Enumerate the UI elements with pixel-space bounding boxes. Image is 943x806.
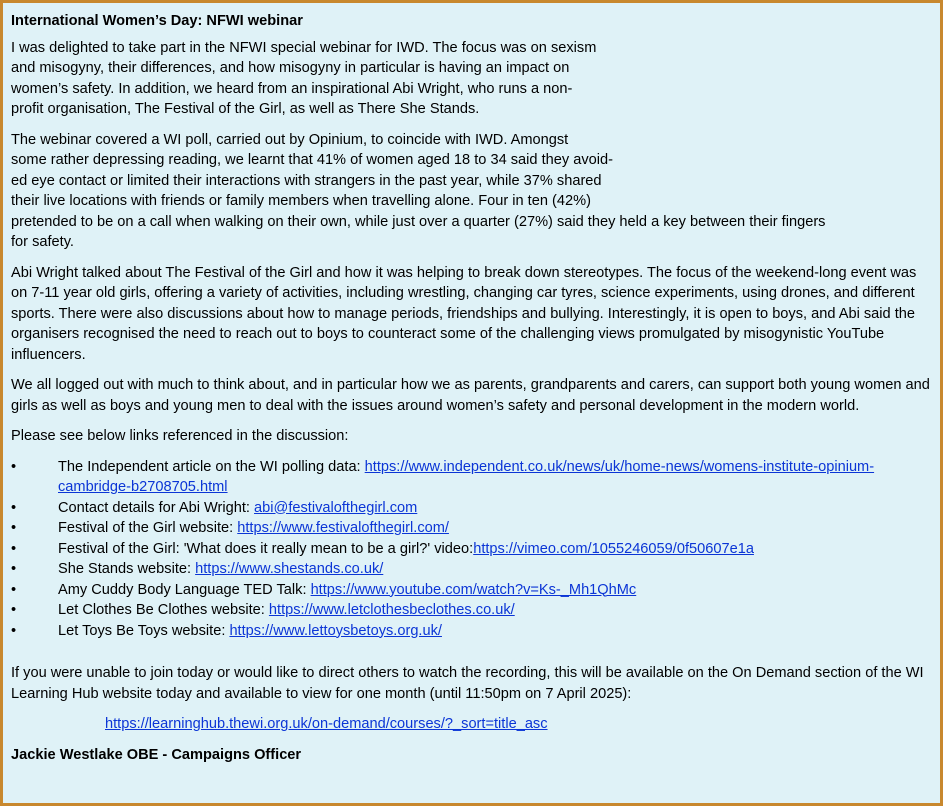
- bullet-icon: •: [11, 520, 17, 536]
- bullet-icon: •: [11, 561, 17, 577]
- link-label: Let Clothes Be Clothes website:: [58, 602, 269, 618]
- bullet-icon: •: [11, 622, 17, 639]
- let-toys-link[interactable]: https://www.lettoysbetoys.org.uk/: [229, 622, 442, 639]
- bullet-icon: •: [11, 499, 17, 516]
- list-item: [11, 621, 932, 642]
- she-stands-link[interactable]: https://www.shestands.co.uk/: [195, 561, 384, 577]
- link-label: She Stands website:: [58, 561, 196, 577]
- list-item: [11, 457, 932, 498]
- links-intro: Please see below links referenced in the discussion:: [11, 428, 349, 444]
- poll-line: ed eye contact or limited their interactions with strangers in the past year, while 37% shared: [11, 172, 602, 189]
- list-item: [11, 559, 932, 580]
- bullet-icon: •: [11, 581, 17, 598]
- poll-line: for safety.: [11, 234, 74, 250]
- poll-line: their live locations with friends or family members when travelling alone. Four in ten (42%): [11, 193, 591, 209]
- link-label: Festival of the Girl: 'What does it really mean to be a girl?' video:: [58, 540, 474, 557]
- list-item: [11, 580, 932, 601]
- festival-paragraph: Abi Wright talked about The Festival of the Girl and how it was helping to break down stereotypes. The focus of the weekend-long event was on 7-11 year old girls, offering a variety of activities, including wrestling, changing car tyres, science experiments, using drones, and different sports. There were also discussions about how to manage periods, friendships and bullying. Interestingly, it is open to boys, and Abi said the organisers recognised the need to reach out to boys to counteract some of the challenging views promulgated by misogynistic YouTube influencers.: [11, 264, 917, 363]
- list-item: [11, 518, 932, 539]
- signature: Jackie Westlake OBE - Campaigns Officer: [11, 746, 302, 763]
- link-label: Festival of the Girl website:: [58, 520, 238, 536]
- links-list: [11, 457, 932, 642]
- list-item: [11, 539, 932, 560]
- intro-line: and misogyny, their differences, and how misogyny in particular is having an impact on: [11, 60, 570, 76]
- list-item: [11, 600, 932, 621]
- link-label: The Independent article on the WI polling data:: [58, 458, 365, 475]
- learning-hub-link[interactable]: https://learninghub.thewi.org.uk/on-demand/courses/?_sort=title_asc: [105, 716, 548, 732]
- festival-website-link[interactable]: https://www.festivalofthegirl.com/: [237, 520, 449, 536]
- recording-link-line: [105, 714, 932, 735]
- intro-paragraph: [11, 38, 932, 120]
- document-title: International Women’s Day: NFWI webinar: [11, 13, 303, 29]
- intro-line: women’s safety. In addition, we heard from an inspirational Abi Wright, who runs a non-: [11, 80, 573, 97]
- poll-line: some rather depressing reading, we learnt that 41% of women aged 18 to 34 said they avoid-: [11, 152, 613, 168]
- recording-paragraph: If you were unable to join today or would like to direct others to watch the recording, this will be available on the On Demand section of the WI Learning Hub website today and available to view for one month (until 11:50pm on 7 April 2025):: [11, 665, 924, 702]
- poll-paragraph: [11, 130, 932, 253]
- intro-line: I was delighted to take part in the NFWI special webinar for IWD. The focus was on sexism: [11, 39, 597, 56]
- independent-article-link[interactable]: https://www.independent.co.uk/news/uk/home-news/womens-institute-opinium-cambridge-b2708705.html: [58, 458, 875, 495]
- intro-line: profit organisation, The Festival of the Girl, as well as There She Stands.: [11, 101, 480, 117]
- festival-video-link[interactable]: https://vimeo.com/1055246059/0f50607e1a: [473, 540, 754, 557]
- link-label: Amy Cuddy Body Language TED Talk:: [58, 581, 311, 598]
- abi-email-link[interactable]: abi@festivalofthegirl.com: [254, 499, 418, 516]
- list-item: [11, 498, 932, 519]
- poll-line: pretended to be on a call when walking on their own, while just over a quarter (27%) said they held a key between their fingers: [11, 213, 826, 230]
- link-label: Contact details for Abi Wright:: [58, 499, 255, 516]
- bullet-icon: •: [11, 602, 17, 618]
- bullet-icon: •: [11, 458, 17, 475]
- poll-line: The webinar covered a WI poll, carried out by Opinium, to coincide with IWD. Amongst: [11, 131, 569, 148]
- conclusion-paragraph: We all logged out with much to think about, and in particular how we as parents, grandparents and carers, can support both young women and girls as well as boys and young men to deal with the issues around women’s safety and personal development in the modern world.: [11, 377, 930, 414]
- ted-talk-link[interactable]: https://www.youtube.com/watch?v=Ks-_Mh1QhMc: [310, 581, 637, 598]
- link-label: Let Toys Be Toys website:: [58, 622, 230, 639]
- bullet-icon: •: [11, 540, 17, 557]
- let-clothes-link[interactable]: https://www.letclothesbeclothes.co.uk/: [268, 602, 515, 618]
